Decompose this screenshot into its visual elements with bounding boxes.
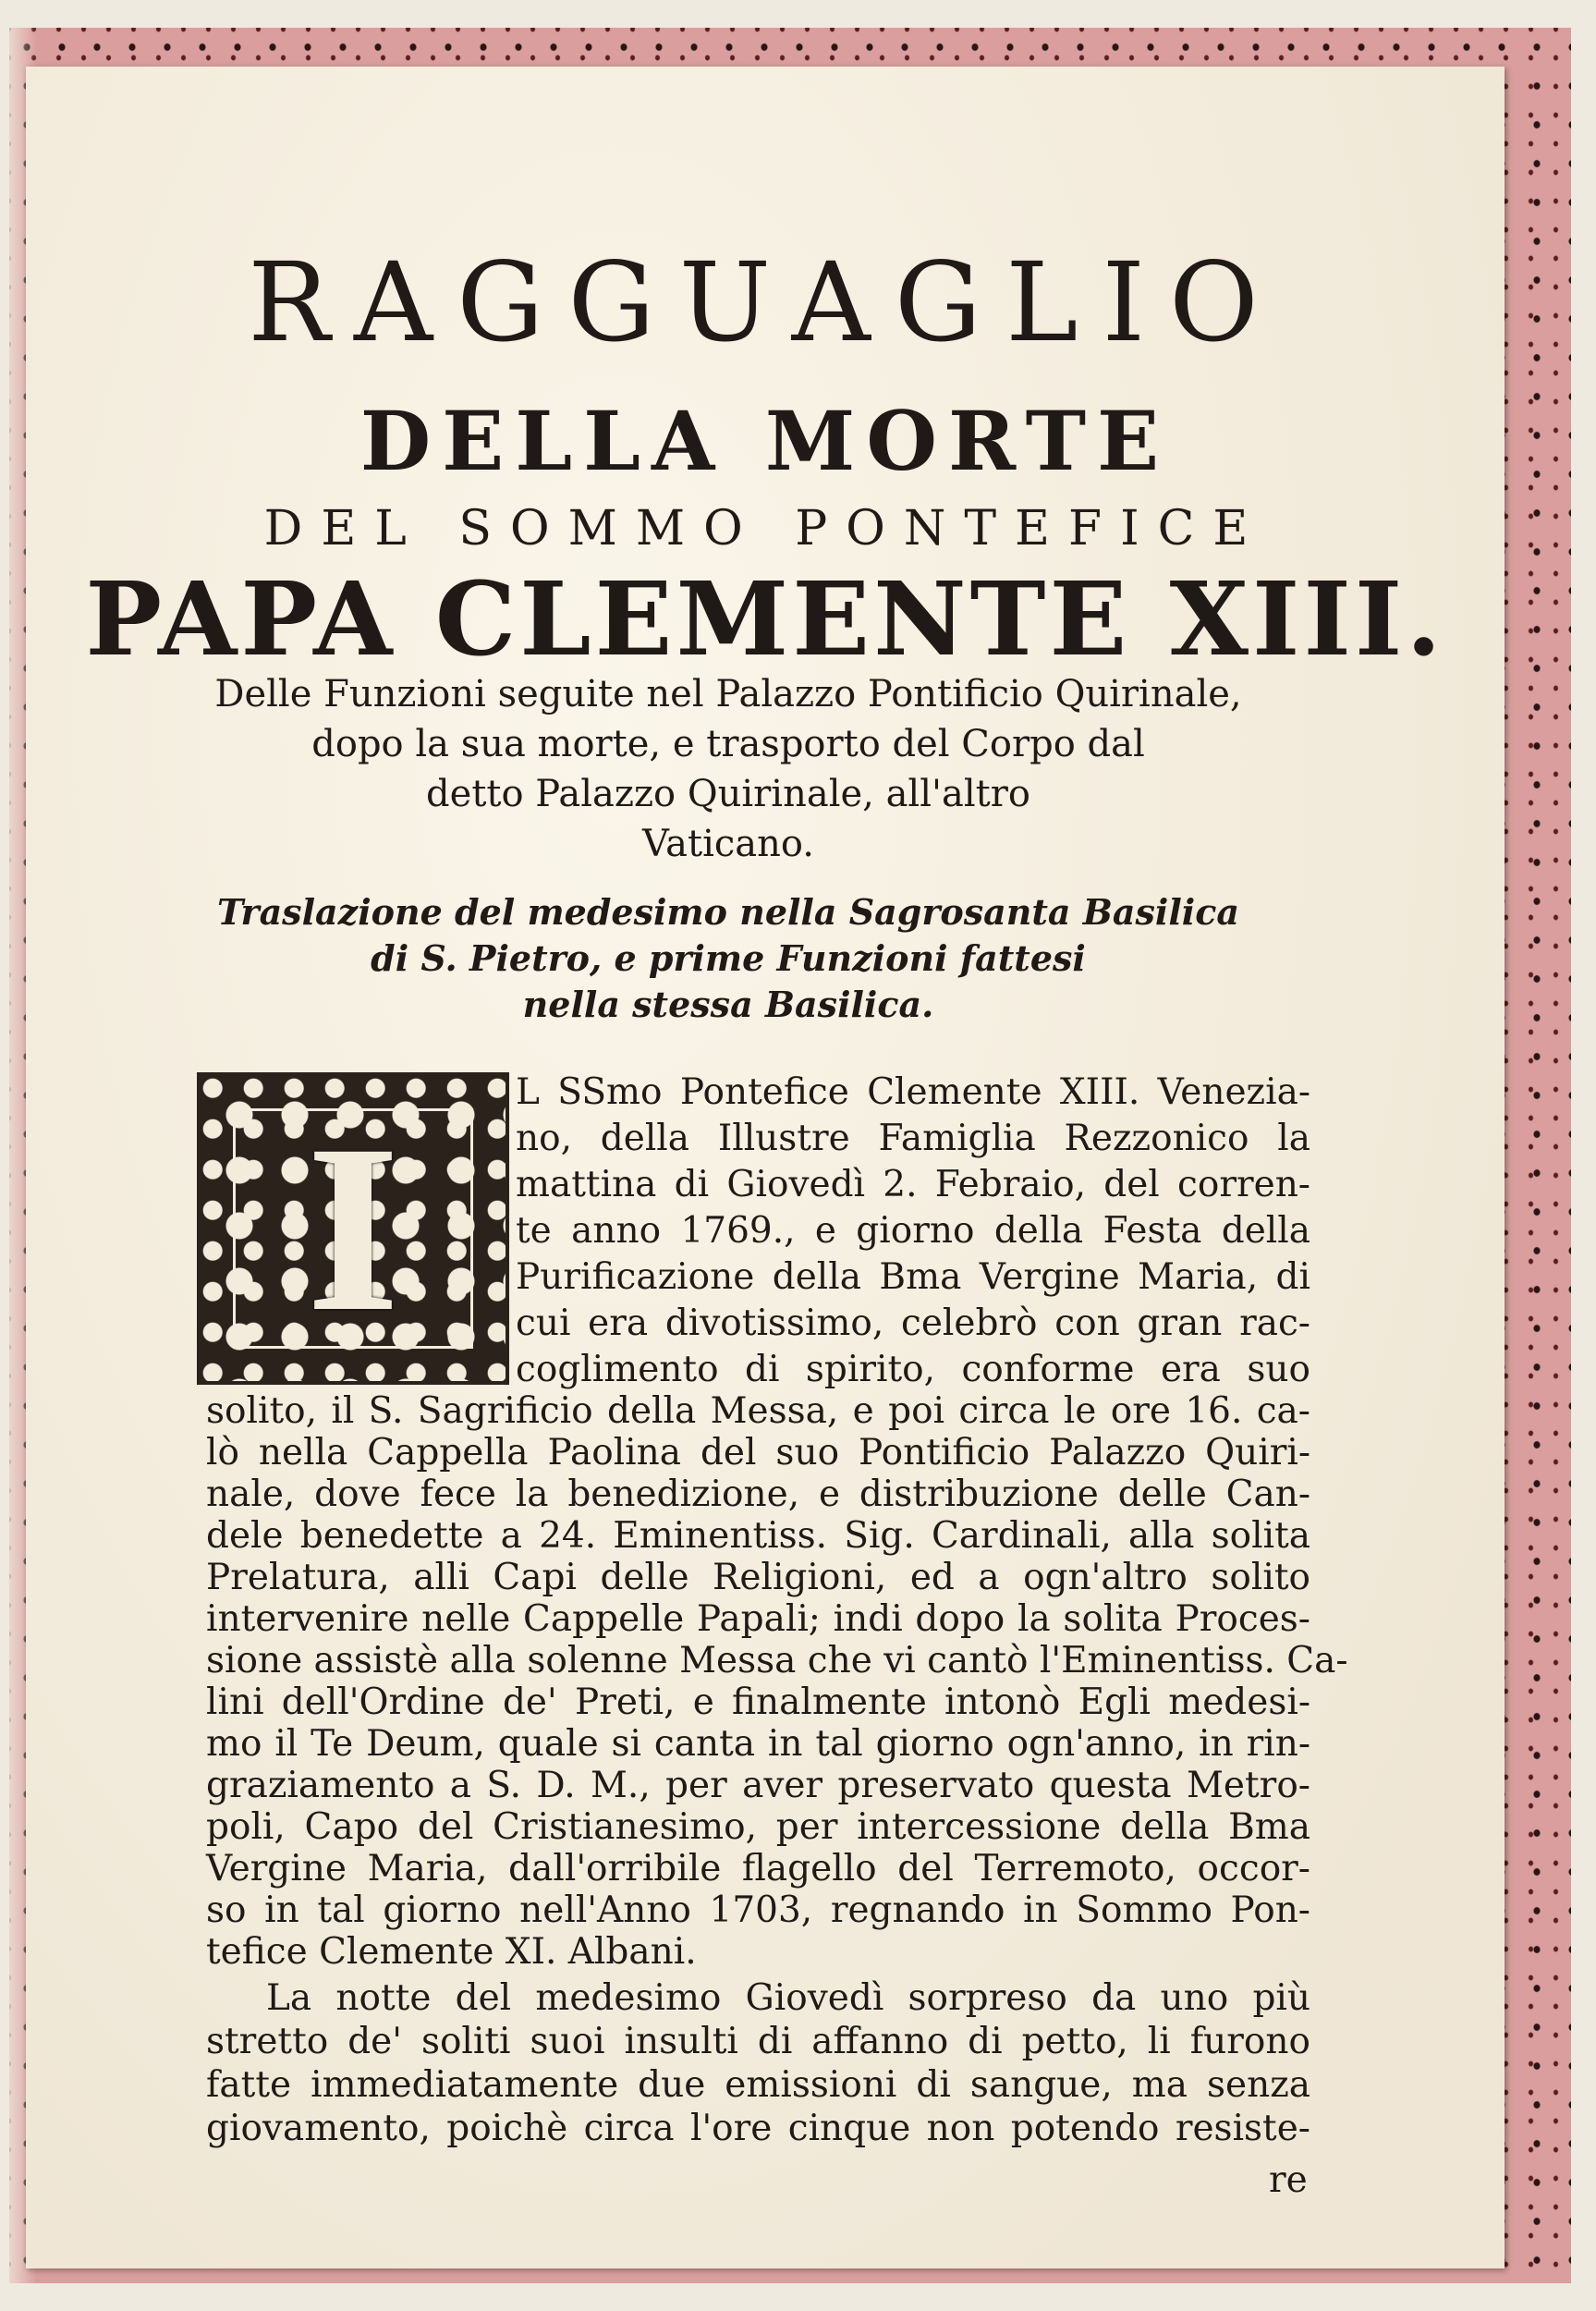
body-line: te anno 1769., e giorno della Festa della: [516, 1210, 1310, 1252]
body-line: mattina di Giovedì 2. Febraio, del corren-: [516, 1164, 1310, 1205]
body-line: Purificazione della Bma Vergine Maria, di: [516, 1256, 1310, 1298]
italic-line: nella stessa Basilica.: [522, 984, 934, 1025]
body-line: stretto de' soliti suoi insulti di affanno di petto, li furono: [206, 2021, 1310, 2062]
body-line: giovamento, poichè circa l'ore cinque non potendo resiste-: [206, 2108, 1310, 2149]
subtitle-line: dopo la sua morte, e trasporto del Corpo dal: [311, 723, 1145, 765]
subtitle-line: detto Palazzo Quirinale, all'altro: [426, 773, 1030, 815]
initial-letter: I: [306, 1095, 400, 1362]
body-line: poli, Capo del Cristianesimo, per intercessione della Bma: [206, 1806, 1310, 1848]
body-line: tefice Clemente XI. Albani.: [206, 1931, 697, 1973]
body-line: nale, dove fece la benedizione, e distribuzione delle Can-: [206, 1473, 1310, 1515]
italic-line: di S. Pietro, e prime Funzioni fattesi: [371, 937, 1086, 979]
body-line: Vergine Maria, dall'orribile flagello del Terremoto, occor-: [206, 1848, 1310, 1889]
decorated-initial: [197, 1072, 509, 1385]
body-line: sione assistè alla solenne Messa che vi cantò l'Eminentiss. Ca-: [206, 1640, 1348, 1681]
body-line: Prelatura, alli Capi delle Religioni, ed a ogn'altro solito: [206, 1557, 1310, 1598]
title-ragguaglio: RAGGUAGLIO: [248, 238, 1283, 366]
body-line: no, della Illustre Famiglia Rezzonico la: [516, 1118, 1310, 1159]
body-line: dele benedette a 24. Eminentiss. Sig. Cardinali, alla solita: [206, 1515, 1310, 1557]
title-della-morte: DELLA MORTE: [359, 393, 1171, 489]
body-line: cui era divotissimo, celebrò con gran rac-: [516, 1302, 1310, 1344]
body-line: so in tal giorno nell'Anno 1703, regnando in Sommo Pon-: [206, 1889, 1310, 1931]
document-page: [26, 67, 1505, 2268]
body-line: L SSmo Pontefice Clemente XIII. Venezia-: [516, 1071, 1310, 1113]
body-line: intervenire nelle Cappelle Papali; indi dopo la solita Proces-: [206, 1598, 1310, 1640]
title-del-sommo-pontefice: DEL SOMMO PONTEFICE: [263, 501, 1267, 556]
subtitle-block: [137, 669, 1320, 869]
body-line: coglimento di spirito, conforme era suo: [516, 1349, 1310, 1390]
italic-subtitle-block: [192, 889, 1264, 1028]
body-line: lò nella Cappella Paolina del suo Pontificio Palazzo Quiri-: [206, 1432, 1310, 1473]
subtitle-line: Delle Funzioni seguite nel Palazzo Pontificio Quirinale,: [214, 673, 1242, 715]
italic-line: Traslazione del medesimo nella Sagrosanta Basilica: [217, 891, 1239, 933]
body-line: solito, il S. Sagrificio della Messa, e poi circa le ore 16. ca-: [206, 1390, 1310, 1432]
subtitle-line: Vaticano.: [641, 823, 815, 865]
catchword: re: [1269, 2159, 1308, 2201]
body-line: La notte del medesimo Giovedì sorpreso da uno più: [266, 1977, 1310, 2019]
body-line: lini dell'Ordine de' Preti, e finalmente intonò Egli medesi-: [206, 1681, 1310, 1723]
title-papa-clemente: PAPA CLEMENTE XIII.: [85, 559, 1445, 679]
body-line: fatte immediatamente due emissioni di sangue, ma senza: [206, 2064, 1310, 2106]
body-line: graziamento a S. D. M., per aver preservato questa Metro-: [206, 1765, 1310, 1806]
body-line: mo il Te Deum, quale si canta in tal giorno ogn'anno, in rin-: [206, 1723, 1310, 1765]
